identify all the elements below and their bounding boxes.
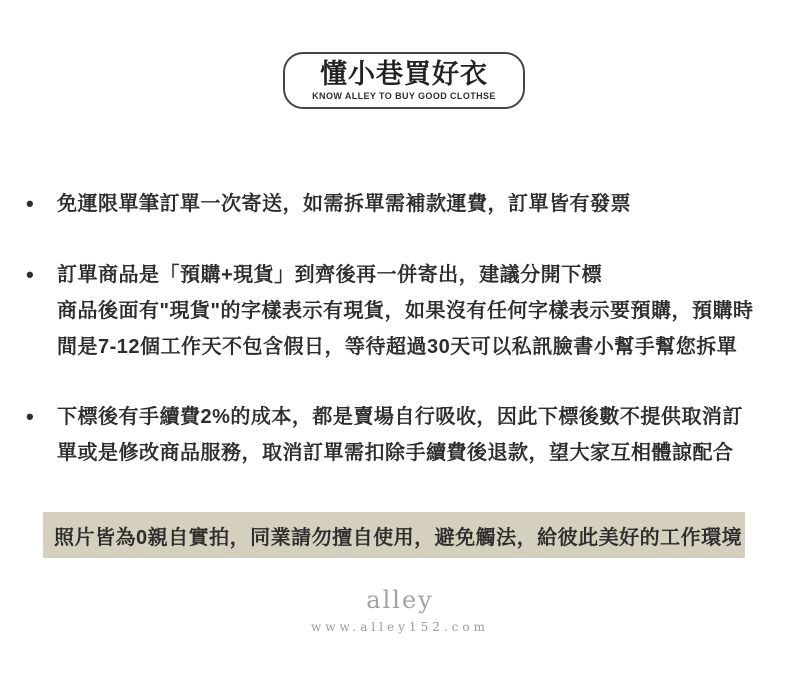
- footer-brand-logo: alley: [366, 586, 434, 614]
- brand-title: 懂小巷買好衣: [320, 58, 488, 89]
- brand-badge: [283, 52, 525, 109]
- notice-lines: [57, 257, 774, 365]
- notice-text-line: 訂單商品是「預購+現貨」到齊後再一併寄出，建議分開下標: [57, 264, 603, 286]
- footer-website-url: www.alley152.com: [311, 620, 489, 634]
- notice-text-line: 商品後面有"現貨"的字樣表示有現貨，如果沒有任何字樣表示要預購，預購時: [57, 300, 754, 322]
- notice-text-line: 間是7-12個工作天不包含假日，等待超過30天可以私訊臉書小幫手幫您拆單: [57, 336, 738, 358]
- notice-text-line: 下標後有手續費2%的成本，都是賣場自行吸收，因此下標後數不提供取消訂: [57, 406, 743, 428]
- notice-preorder: [0, 257, 800, 365]
- bullet-icon: •: [26, 191, 34, 216]
- bullet-icon: •: [26, 262, 34, 287]
- notice-fees: [0, 399, 800, 471]
- notice-text-line: 免運限單筆訂單一次寄送，如需拆單需補款運費，訂單皆有發票: [57, 193, 631, 215]
- notice-shipping: [0, 186, 800, 222]
- highlight-text: 照片皆為0親自實拍，同業請勿擅自使用，避免觸法，給彼此美好的工作環境: [54, 526, 743, 549]
- photo-copyright-highlight: [43, 512, 745, 558]
- notice-lines: [57, 399, 774, 471]
- brand-subtitle: KNOW ALLEY TO BUY GOOD CLOTHSE: [312, 91, 496, 102]
- notice-text-line: 單或是修改商品服務，取消訂單需扣除手續費後退款，望大家互相體諒配合: [57, 442, 734, 464]
- bullet-icon: •: [26, 404, 34, 429]
- notice-lines: [57, 186, 774, 222]
